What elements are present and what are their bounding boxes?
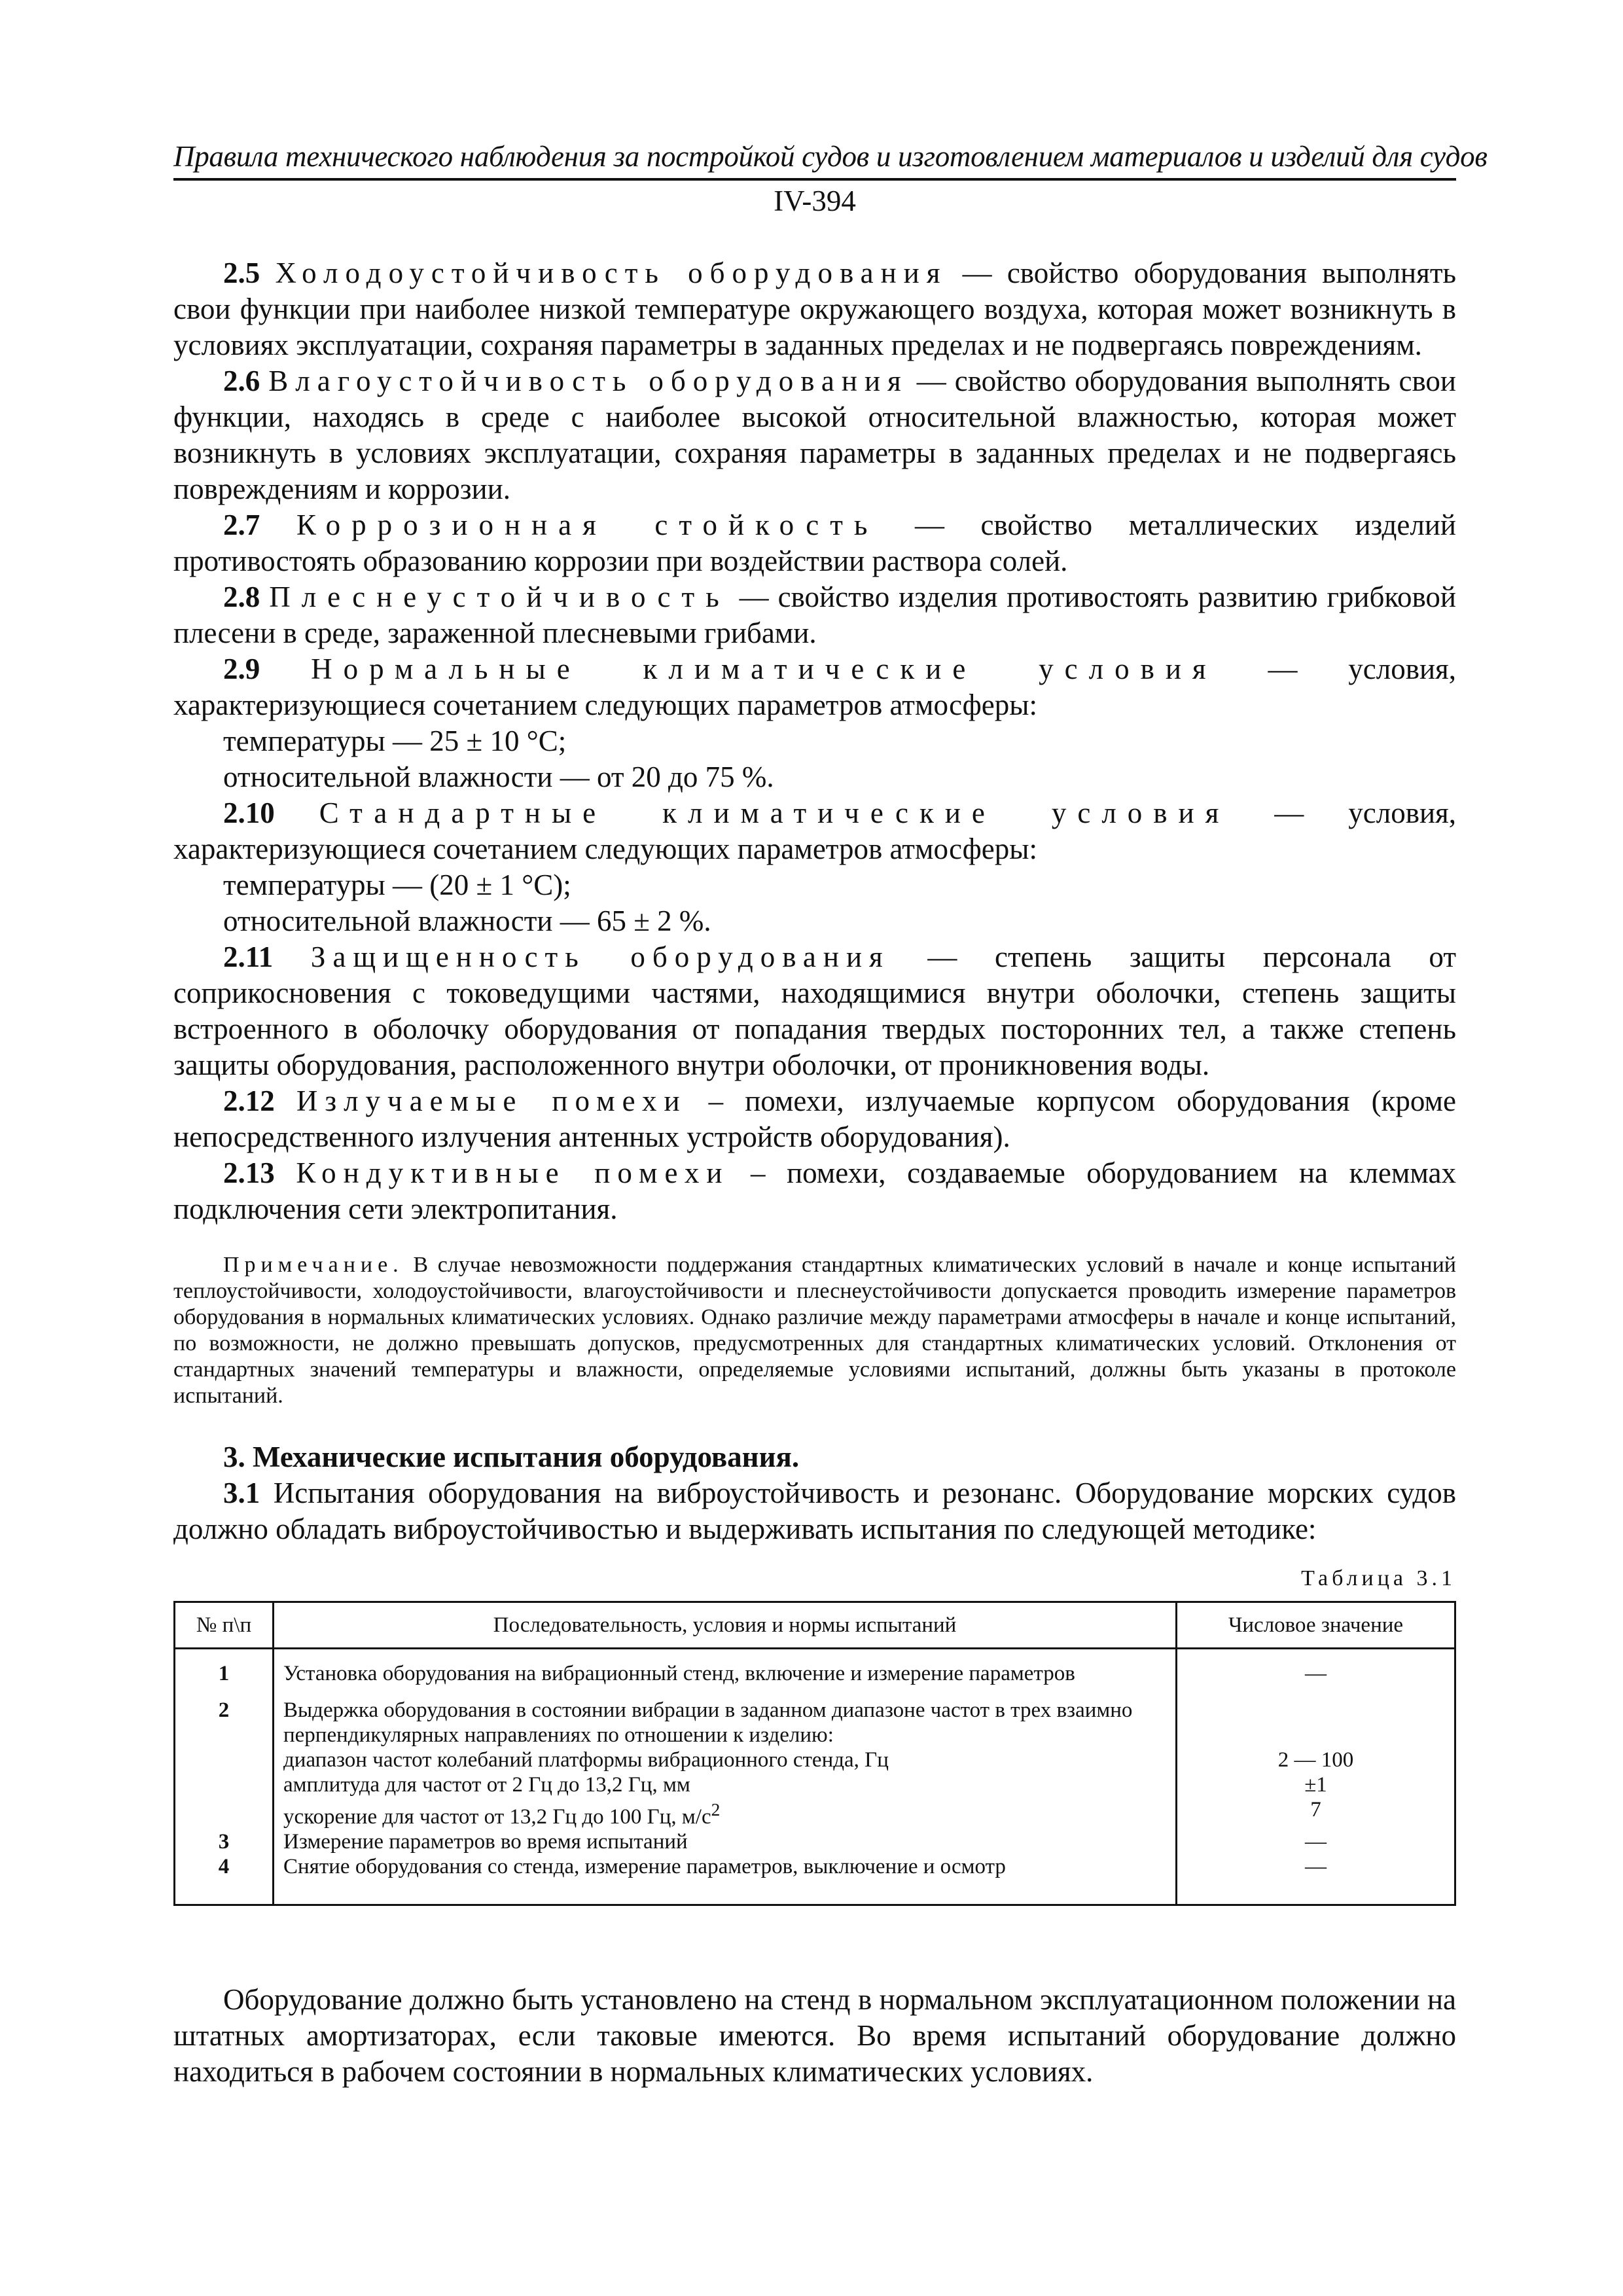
paragraph-text: Испытания оборудования на виброустойчивость и резонанс. Оборудование морских судов должно обладать виброустойчивостью и выдерживать испытания по следующей методике: (173, 1477, 1456, 1545)
row-number: 4 (175, 1854, 274, 1905)
table-subrow (175, 1772, 1455, 1797)
definition-2-6 (173, 363, 1456, 507)
definition-2-8 (173, 579, 1456, 651)
definition-text: — условия, характеризующиеся сочетанием следующих параметров атмосферы: (173, 797, 1456, 865)
clause-number: 2.7 (223, 509, 260, 541)
defined-term: Коррозионная стойкость (296, 509, 879, 541)
definition-2-13 (173, 1155, 1456, 1227)
table-subrow (175, 1797, 1455, 1829)
parameter-line: относительной влажности — от 20 до 75 %. (223, 761, 774, 793)
clause-number: 2.8 (223, 581, 260, 613)
definition-2-7 (173, 507, 1456, 579)
clause-number: 2.12 (223, 1085, 275, 1117)
defined-term: Влагоустойчивость оборудования (268, 365, 908, 397)
row-number: 1 (175, 1661, 274, 1686)
page-header (173, 137, 1488, 221)
clause-number: 2.9 (223, 653, 260, 685)
definition-text: — свойство металлических изделий противостоять образованию коррозии при воздействии раствора солей. (173, 509, 1457, 577)
row-description: амплитуда для частот от 2 Гц до 13,2 Гц, мм (274, 1772, 1177, 1797)
definition-2-9 (173, 651, 1456, 723)
note-block (173, 1252, 1456, 1409)
row-value: — (1177, 1829, 1455, 1854)
clause-number: 2.5 (223, 257, 260, 289)
row-description: Выдержка оборудования в состоянии вибрации в заданном диапазоне частот в трех взаимно перпендикулярных направлениях по отношении к изделию: (274, 1698, 1177, 1748)
clause-number: 2.13 (223, 1157, 275, 1189)
definition-text: — свойство оборудования выполнять свои функции при наиболее низкой температуре окружающего воздуха, которая может возникнуть в условиях эксплуатации, сохраняя параметры в заданных пределах и не подвергаясь повреждениям. (173, 257, 1457, 361)
row-description: Измерение параметров во время испытаний (274, 1829, 1177, 1854)
page-body (173, 255, 1456, 2090)
spacer-row (175, 1686, 1455, 1698)
row-number: 3 (175, 1829, 274, 1854)
definition-2-10 (173, 795, 1456, 867)
definition-text: – помехи, создаваемые оборудованием на клеммах подключения сети электропитания. (173, 1157, 1457, 1225)
page-number: IV-394 (774, 185, 856, 217)
table-row (175, 1698, 1455, 1748)
column-header: Последовательность, условия и нормы испытаний (274, 1602, 1177, 1649)
note-label: Примечание. (223, 1253, 404, 1277)
row-description: Снятие оборудования со стенда, измерение параметров, выключение и осмотр (274, 1854, 1177, 1905)
defined-term: Плеснеустойчивость (269, 581, 730, 613)
row-number: 2 (175, 1698, 274, 1748)
superscript: 2 (711, 1799, 721, 1820)
row-value: — (1177, 1854, 1455, 1905)
definition-text: — свойство оборудования выполнять свои функции, находясь в среде с наиболее высокой относительной влажностью, которая может возникнуть в условиях эксплуатации, сохраняя параметры в заданных пределах и не подвергаясь повреждениям и коррозии. (173, 365, 1457, 505)
paragraph-3-1 (173, 1475, 1456, 1547)
definition-text: — условия, характеризующиеся сочетанием следующих параметров атмосферы: (173, 653, 1456, 721)
row-description (274, 1797, 1177, 1829)
defined-term: Стандартные климатические условия (319, 797, 1230, 829)
parameter-line: температуры — (20 ± 1 °С); (223, 869, 571, 901)
table-row (175, 1854, 1455, 1905)
table-subrow (175, 1748, 1455, 1772)
test-table (173, 1601, 1456, 1906)
parameter-line: температуры — 25 ± 10 °С; (223, 725, 567, 757)
row-value: 7 (1177, 1797, 1455, 1829)
section-heading: 3. Механические испытания оборудования. (223, 1441, 800, 1473)
definition-2-11 (173, 939, 1456, 1083)
row-description: Установка оборудования на вибрационный стенд, включение и измерение параметров (274, 1661, 1177, 1686)
final-paragraph: Оборудование должно быть установлено на стенд в нормальном эксплуатационном положении на штатных амортизаторах, если таковые имеются. Во время испытаний оборудование должно находиться в рабочем состоянии в нормальных климатических условиях. (173, 1983, 1456, 2088)
clause-number: 2.10 (223, 797, 275, 829)
row-value: — (1177, 1661, 1455, 1686)
running-title: Правила технического наблюдения за постройкой судов и изготовлением материалов и изделий для судов (173, 140, 1488, 173)
row-value: 2 — 100 (1177, 1748, 1455, 1772)
defined-term: Нормальные климатические условия (311, 653, 1217, 685)
table-row (175, 1829, 1455, 1854)
definition-text: — степень защиты персонала от соприкосновения с токоведущими частями, находящимися внутри оболочки, степень защиты встроенного в оболочку оборудования от попадания твердых посторонних тел, а также степень защиты оборудования, расположенного внутри оболочки, от проникновения воды. (173, 941, 1457, 1081)
row-value: ±1 (1177, 1772, 1455, 1797)
defined-term: Кондуктивные помехи (296, 1157, 730, 1189)
defined-term: Защищенность оборудования (310, 941, 890, 973)
table-caption: Таблица 3.1 (1301, 1566, 1456, 1590)
defined-term: Холодоустойчивость оборудования (275, 257, 948, 289)
row-description-text: ускорение для частот от 13,2 Гц до 100 Гц, м/с (283, 1805, 711, 1829)
spacer-row (175, 1649, 1455, 1662)
definition-2-12 (173, 1083, 1456, 1155)
column-header: № п\п (175, 1602, 274, 1649)
row-description: диапазон частот колебаний платформы вибрационного стенда, Гц (274, 1748, 1177, 1772)
note-text: В случае невозможности поддержания стандартных климатических условий в начале и конце испытаний теплоустойчивости, холодоустойчивости, влагоустойчивости и плеснеустойчивости допускается проводить измерение параметров оборудования в нормальных климатических условиях. Однако различие между параметрами атмосферы в начале и конце испытаний, по возможности, не должно превышать допусков, предусмотренных для стандартных климатических условий. Отклонения от стандартных значений температуры и влажности, определяемые условиями испытаний, должны быть указаны в протоколе испытаний. (173, 1253, 1456, 1408)
clause-number: 2.6 (223, 365, 260, 397)
column-header: Числовое значение (1177, 1602, 1455, 1649)
definition-text: – помехи, излучаемые корпусом оборудования (кроме непосредственного излучения антенных устройств оборудования). (173, 1085, 1457, 1153)
defined-term: Излучаемые помехи (296, 1085, 687, 1117)
table-row (175, 1661, 1455, 1686)
definition-2-5 (173, 255, 1456, 363)
parameter-line: относительной влажности — 65 ± 2 %. (223, 905, 711, 937)
clause-number: 3.1 (223, 1477, 260, 1509)
definition-text: — свойство изделия противостоять развитию грибковой плесени в среде, зараженной плесневыми грибами. (173, 581, 1457, 649)
clause-number: 2.11 (223, 941, 274, 973)
table-header-row (175, 1602, 1455, 1649)
